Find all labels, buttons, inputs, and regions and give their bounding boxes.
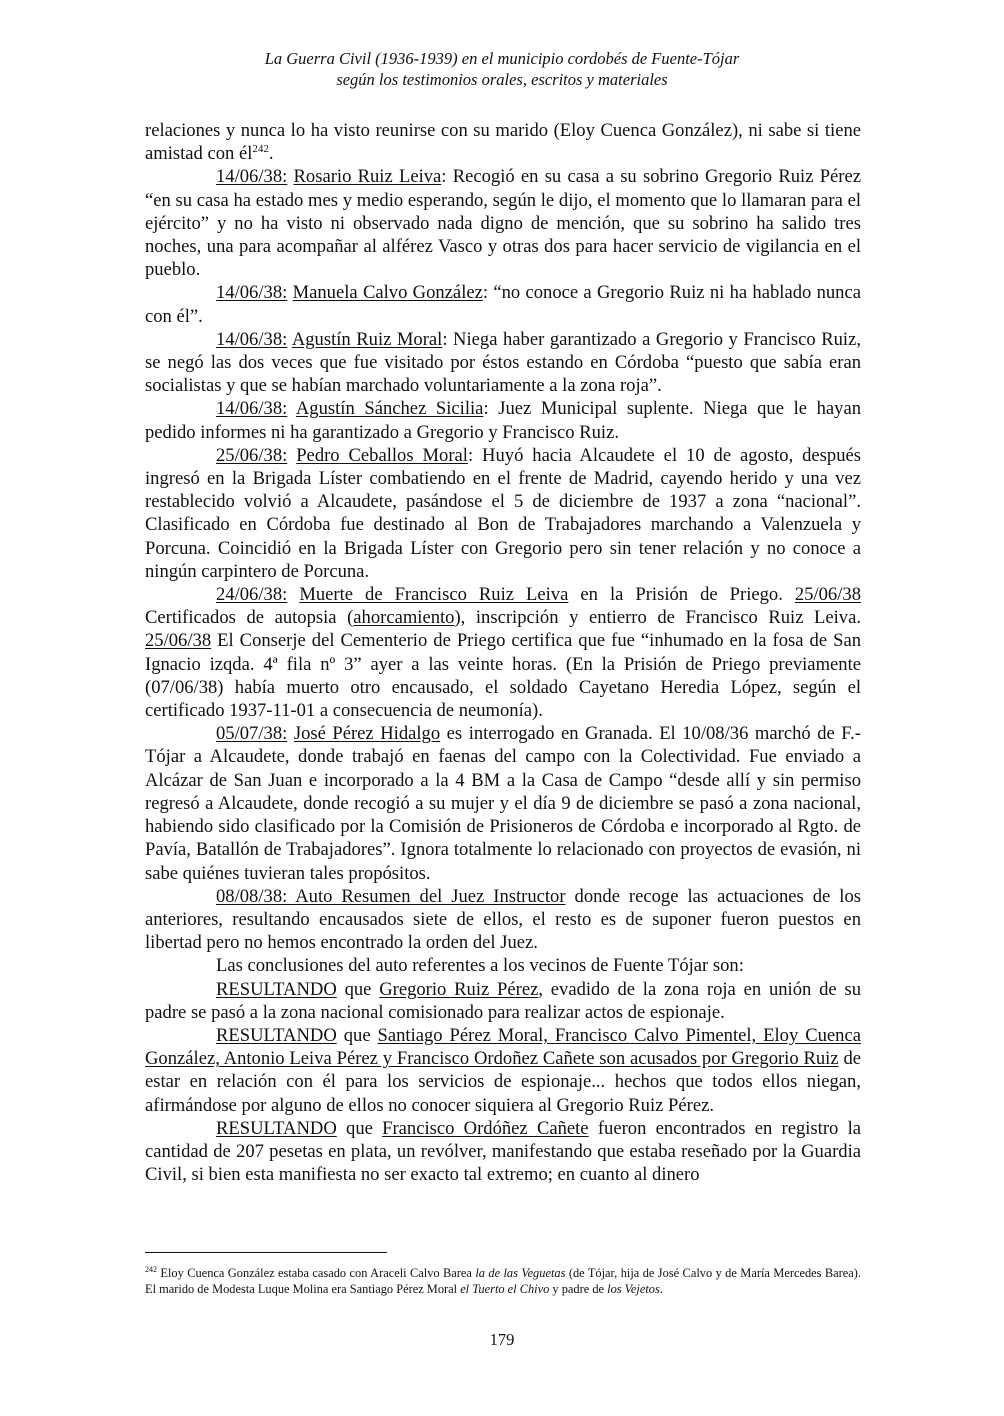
person-name: Francisco Ordóñez Cañete: [382, 1117, 589, 1139]
entry-date: 14/06/38:: [216, 166, 288, 188]
main-text: [145, 119, 861, 1186]
resultando-1: RESULTANDO que Gregorio Ruiz Pérez, evadido de la zona roja en unión de su padre se pasó a la zona nacional comisionado para realizar actos de espionaje.: [145, 978, 861, 1023]
highlighted-term: ahorcamiento: [353, 607, 455, 629]
entry-date: 25/06/38: [794, 584, 861, 606]
resultando-2: RESULTANDO que Santiago Pérez Moral, Francisco Calvo Pimentel, Eloy Cuenca González, Antonio Leiva Pérez y Francisco Ordoñez Cañete son acusados por Gregorio Ruiz de estar en relación con él para los servicios de espionaje... hechos que todos ellos niegan, afirmándose por alguno de ellos no conocer siquiera al Gregorio Ruiz Pérez.: [145, 1024, 861, 1116]
resultando-label: RESULTANDO: [216, 1024, 337, 1046]
resultando-3: RESULTANDO que Francisco Ordóñez Cañete fueron encontrados en registro la cantidad de 207 pesetas en plata, un revólver, manifestando que estaba reseñado por la Guardia Civil, si bien esta manifiesta no ser exacto tal extremo; en cuanto al dinero: [145, 1117, 861, 1186]
entry-rosario-ruiz-leiva: 14/06/38: Rosario Ruiz Leiva: Recogió en su casa a su sobrino Gregorio Ruiz Pérez “en su casa ha estado mes y medio esperando, según le dijo, el momento que lo llamaran para el ejército” y no ha visto ni observado nada digno de mención, que su sobrino ha salido tres noches, una para acompañar al alférez Vasco y otras dos para hacer servicio de vigilancia en el pueblo.: [145, 166, 861, 281]
entry-date: 25/06/38: [145, 630, 212, 652]
running-header: [0, 48, 1004, 90]
entry-heading: 08/08/38: Auto Resumen del Juez Instructor: [216, 885, 566, 907]
entry-manuela-calvo-gonzalez: 14/06/38: Manuela Calvo González: “no conoce a Gregorio Ruiz ni ha hablado nunca con él”.: [145, 282, 861, 327]
paragraph-continuation: relaciones y nunca lo ha visto reunirse con su marido (Eloy Cuenca González), ni sabe si tiene amistad con $él^{242}$.: [145, 120, 861, 165]
header-title-line: La Guerra Civil (1936-1939) en el municipio cordobés de Fuente-Tójar: [264, 49, 740, 68]
entry-date: 14/06/38:: [216, 328, 288, 350]
person-names: Santiago Pérez Moral, Francisco Calvo Pimentel, Eloy Cuenca González, Antonio Leiva Pérez y Francisco Ordoñez Cañete son acusados por Gregorio Ruiz: [145, 1024, 861, 1070]
entry-date: 24/06/38:: [216, 584, 288, 606]
entry-auto-resumen: 08/08/38: Auto Resumen del Juez Instructor donde recoge las actuaciones de los anteriores, resultando encausados siete de ellos, el resto es de suponer fueron puestos en libertad pero no hemos encontrado la orden del Juez.: [145, 885, 861, 954]
entry-date: 14/06/38:: [216, 398, 288, 420]
conclusions-intro: Las conclusiones del auto referentes a los vecinos de Fuente Tójar son:: [216, 955, 744, 977]
entry-pedro-ceballos-moral: 25/06/38: Pedro Ceballos Moral: Huyó hacia Alcaudete el 10 de agosto, después ingresó en la Brigada Líster combatiendo en el frente de Madrid, cayendo herido y una vez restablecido volvió a Alcaudete, pasándose el 5 de diciembre de 1937 a zona “nacional”. Clasificado en Córdoba fue destinado al Bon de Trabajadores marchando a Valenzuela y Porcuna. Coincidió en la Brigada Líster con Gregorio pero sin tener relación y no conoce a ningún carpintero de Porcuna.: [145, 444, 862, 582]
entry-muerte-francisco-ruiz-leiva: 24/06/38: Muerte de Francisco Ruiz Leiva en la Prisión de Priego. 25/06/38 Certificados de autopsia (ahorcamiento), inscripción y entierro de Francisco Ruiz Leiva. 25/06/38 El Conserje del Cementerio de Priego certifica que fue “inhumado en la fosa de San Ignacio izqda. 4ª fila nº 3” ayer a las veinte horas. (En la Prisión de Priego previamente (07/06/38) había muerto otro encausado, el soldado Cayetano Heredia López, según el certificado 1937-11-01 a consecuencia de neumonía).: [145, 584, 861, 722]
entry-jose-perez-hidalgo: 05/07/38: José Pérez Hidalgo es interrogado en Granada. El 10/08/36 marchó de F.-Tójar a Alcaudete, donde trabajó en faenas del campo con la Colectividad. Fue enviado a Alcázar de San Juan e incorporado a la 4 BM a la Casa de Campo “desde allí y sin permiso regresó a Alcaudete, donde recogió a su mujer y el día 9 de diciembre se pasó a zona nacional, habiendo sido clasificado por la Comisión de Prisioneros de Córdoba e incorporado al Rgto. de Pavía, Batallón de Trabajadores”. Ignora totalmente lo relacionado con proyectos de evasión, ni sabe quiénes tuvieran tales propósitos.: [145, 723, 861, 884]
header-subtitle-line: según los testimonios orales, escritos y materiales: [336, 70, 668, 89]
entry-agustin-ruiz-moral: 14/06/38: Agustín Ruiz Moral: Niega haber garantizado a Gregorio y Francisco Ruiz, se negó las dos veces que fue visitado por éstos estando en Córdoba “puesto que sabía eran socialistas y que se habían marchado voluntariamente a la zona roja”.: [145, 328, 861, 397]
person-name: Pedro Ceballos Moral: [296, 444, 468, 466]
entry-date: 14/06/38:: [216, 282, 288, 304]
entry-agustin-sanchez-sicilia: 14/06/38: Agustín Sánchez Sicilia: Juez Municipal suplente. Niega que le hayan pedido informes ni ha garantizado a Gregorio y Francisco Ruiz.: [145, 398, 862, 443]
person-name: Gregorio Ruiz Pérez: [379, 978, 539, 1000]
person-name: Agustín Sánchez Sicilia: [295, 398, 484, 420]
footnote-reference[interactable]: 242: [252, 143, 269, 156]
entry-date: 05/07/38:: [216, 723, 288, 745]
page-number: 179: [489, 1330, 515, 1349]
resultando-label: RESULTANDO: [216, 978, 337, 1000]
footnote-number: 242: [145, 1264, 157, 1274]
event-title: Muerte de Francisco Ruiz Leiva: [299, 584, 569, 606]
footnote-separator: [145, 1252, 387, 1253]
person-name: Agustín Ruiz Moral: [291, 328, 443, 350]
entry-date: 25/06/38:: [216, 444, 288, 466]
footnote-242: $^{242}$ Eloy Cuenca González estaba casado con Araceli Calvo Barea la de las Veguetas (de Tójar, hija de José Calvo y de María Mercedes Barea). El marido de Modesta Luque Molina era Santiago Pérez Moral el Tuerto el Chivo y padre de los Vejetos.: [145, 1264, 861, 1296]
person-name: José Pérez Hidalgo: [293, 723, 441, 745]
person-name: Rosario Ruiz Leiva: [293, 166, 442, 188]
resultando-label: RESULTANDO: [216, 1117, 337, 1139]
person-name: Manuela Calvo González: [292, 282, 483, 304]
